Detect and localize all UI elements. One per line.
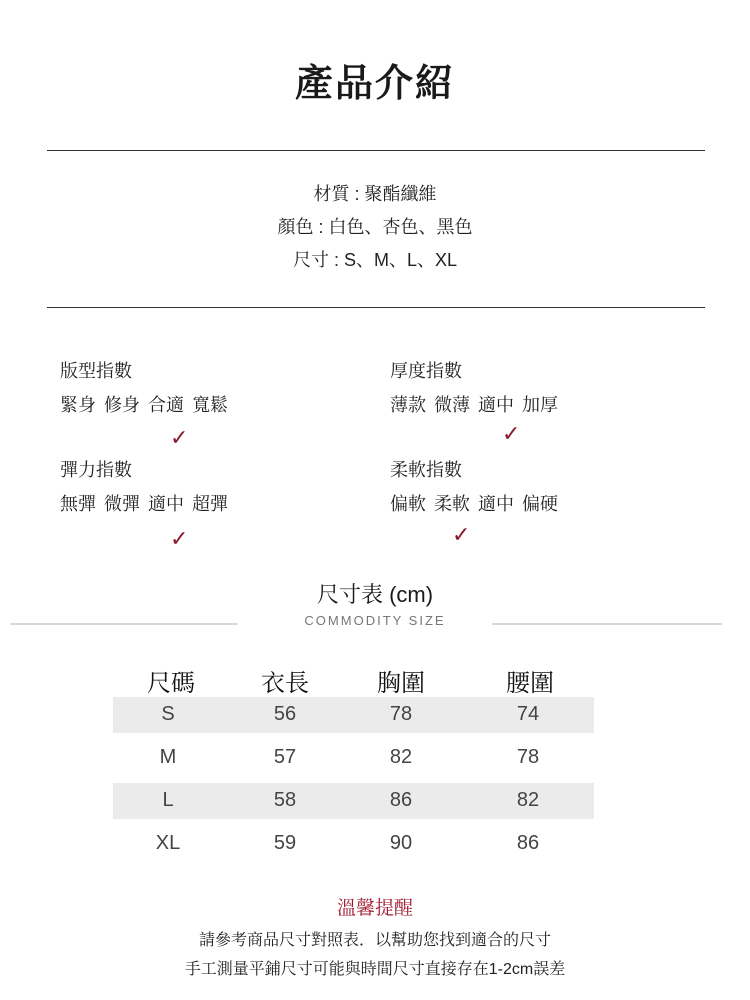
table-cell: 86	[516, 832, 540, 854]
spec-list	[0, 178, 750, 277]
thickness-index	[390, 360, 558, 416]
elasticity-index-title: 彈力指數	[60, 460, 132, 480]
spec-color: 顏色 : 白色、杏色、黑色	[277, 217, 473, 237]
check-icon: ✓	[170, 526, 189, 551]
thickness-index-title: 厚度指數	[390, 361, 462, 381]
table-header-length: 衣長	[261, 670, 309, 697]
table-row	[113, 826, 594, 862]
fit-index	[60, 360, 228, 416]
spec-material: 材質 : 聚酯纖維	[313, 184, 437, 204]
table-cell: 82	[389, 746, 413, 768]
size-chart-subtitle: COMMODITY SIZE	[304, 613, 446, 628]
table-row	[113, 740, 594, 776]
notice-title: 溫馨提醒	[336, 898, 413, 919]
elasticity-index-options: 無彈 微彈 適中 超彈	[60, 494, 229, 514]
table-row	[113, 697, 594, 733]
table-header-waist: 腰圍	[506, 670, 554, 697]
softness-index-title: 柔軟指數	[390, 460, 462, 480]
check-icon: ✓	[452, 522, 471, 547]
divider-top	[47, 150, 705, 151]
page-title: 產品介紹	[294, 63, 455, 105]
check-icon: ✓	[502, 421, 521, 446]
table-cell: XL	[155, 832, 181, 854]
softness-index	[390, 459, 558, 515]
table-header-chest: 胸圍	[377, 670, 425, 697]
table-cell: M	[159, 746, 177, 768]
divider-bottom	[47, 307, 705, 308]
table-cell: 57	[273, 746, 297, 768]
divider-right	[492, 623, 722, 625]
thickness-index-options: 薄款 微薄 適中 加厚	[390, 395, 559, 415]
notice-line: 手工測量平鋪尺寸可能與時間尺寸直接存在1-2cm誤差	[184, 961, 566, 978]
notice-line: 請參考商品尺寸對照表．以幫助您找到適合的尺寸	[198, 932, 551, 949]
table-cell: L	[162, 789, 174, 811]
table-cell: 78	[516, 746, 540, 768]
fit-index-options: 緊身 修身 合適 寬鬆	[60, 395, 229, 415]
table-cell: 90	[389, 832, 413, 854]
softness-index-options: 偏軟 柔軟 適中 偏硬	[390, 494, 559, 514]
spec-size: 尺寸 : S、M、L、XL	[292, 250, 458, 270]
table-cell: 82	[516, 789, 540, 811]
table-cell: 78	[389, 703, 413, 725]
elasticity-index	[60, 459, 228, 515]
table-cell: 74	[516, 703, 540, 725]
table-row	[113, 783, 594, 819]
table-header-size: 尺碼	[147, 670, 195, 697]
table-cell: 56	[273, 703, 297, 725]
table-cell: 58	[273, 789, 297, 811]
fit-index-title: 版型指數	[60, 361, 132, 381]
table-cell: 59	[273, 832, 297, 854]
table-cell: S	[161, 703, 175, 725]
size-chart-title: 尺寸表 (cm)	[316, 582, 434, 607]
check-icon: ✓	[170, 425, 189, 450]
table-cell: 86	[389, 789, 413, 811]
